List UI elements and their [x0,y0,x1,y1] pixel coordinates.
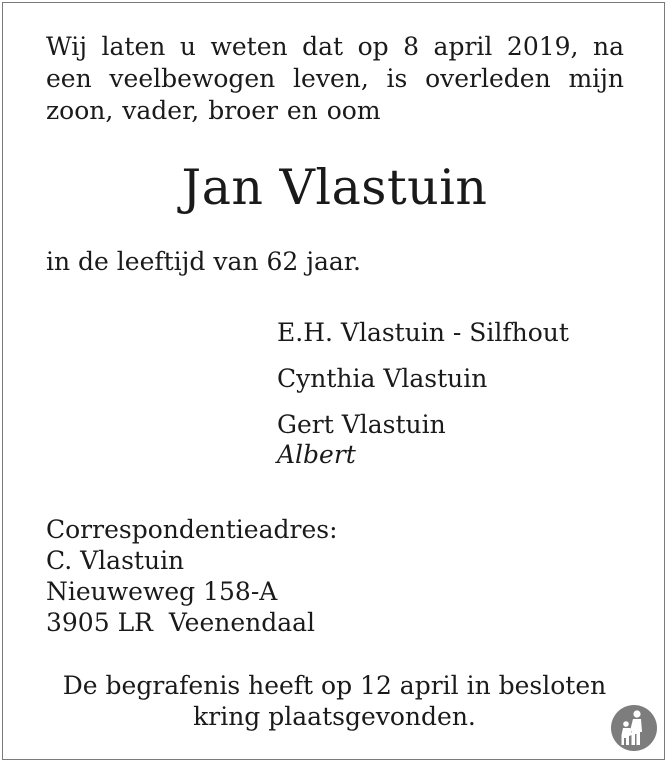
family-member-4: Albert [277,440,356,469]
funeral-line-1: De begrafenis heeft op 12 april in besloten [62,671,607,700]
address-street: Nieuweweg 158-A [46,577,278,606]
address-city: 3905 LR Veenendaal [46,608,316,637]
intro-text: Wij laten u weten dat op 8 april 2019, na een veelbewogen leven, is overleden mijn zoon, vader, broer en oom [46,32,624,125]
memorial-figures-icon [611,705,657,751]
address-heading: Correspondentieadres: [46,515,338,544]
age-text: in de leeftijd van 62 jaar. [46,247,361,276]
address-name: C. Vlastuin [46,546,185,575]
family-member-2: Cynthia Vlastuin [277,364,488,393]
family-member-3: Gert Vlastuin [277,410,446,439]
family-member-1: E.H. Vlastuin - Silfhout [277,318,569,347]
deceased-name: Jan Vlastuin [181,159,488,216]
funeral-line-2: kring plaatsgevonden. [193,702,476,731]
